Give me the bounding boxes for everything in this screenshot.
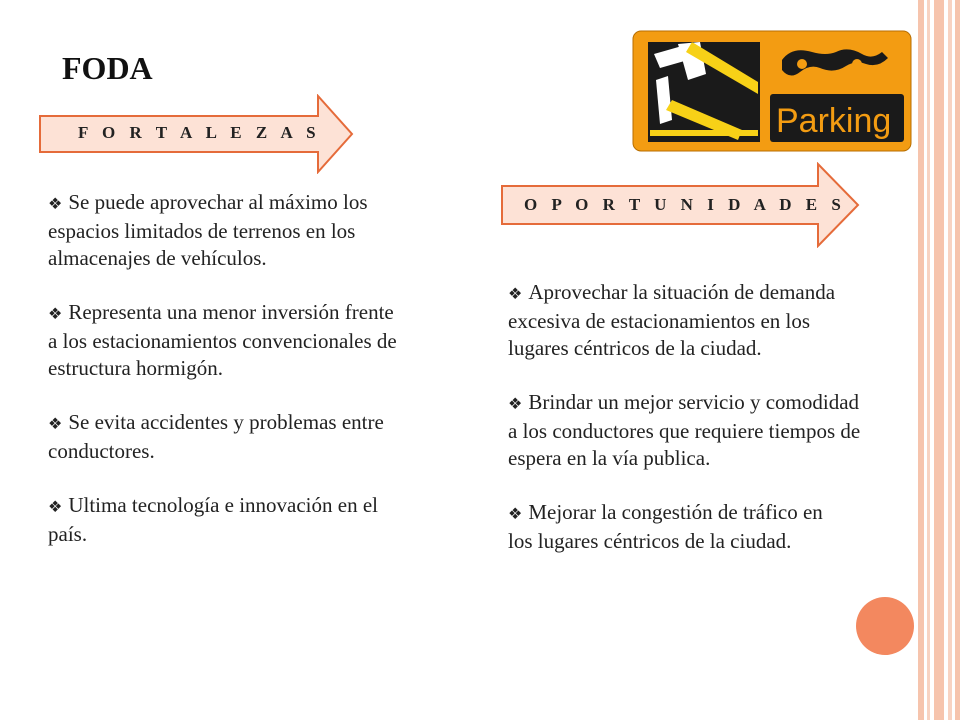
decorative-side-stripes bbox=[918, 0, 960, 720]
list-item: ❖ Brindar un mejor servicio y comodidad a los conductores que requiere tiempos de espera en la vía publica. bbox=[508, 390, 861, 470]
list-item: ❖ Representa una menor inversión frente a los estacionamientos convencionales de estructura hormigón. bbox=[48, 300, 397, 380]
list-item: ❖ Aprovechar la situación de demanda excesiva de estacionamientos en los lugares céntricos de la ciudad. bbox=[508, 280, 836, 360]
oportunidades-list bbox=[508, 279, 873, 582]
diamond-bullet-icon: ❖ bbox=[48, 499, 63, 516]
decorative-circle bbox=[856, 597, 914, 655]
oportunidades-label: O P O R T U N I D A D E S bbox=[524, 195, 846, 214]
list-item: ❖ Se evita accidentes y problemas entre conductores. bbox=[48, 410, 384, 463]
diamond-bullet-icon: ❖ bbox=[508, 506, 523, 523]
list-item: ❖ Ultima tecnología e innovación en el país. bbox=[48, 493, 378, 546]
diamond-bullet-icon: ❖ bbox=[48, 196, 63, 213]
diamond-bullet-icon: ❖ bbox=[508, 396, 523, 413]
page-title: FODA bbox=[62, 50, 153, 86]
parking-logo-text: Parking bbox=[776, 102, 892, 140]
fortalezas-label: F O R T A L E Z A S bbox=[78, 123, 321, 142]
diamond-bullet-icon: ❖ bbox=[508, 286, 523, 303]
diamond-bullet-icon: ❖ bbox=[48, 416, 63, 433]
diamond-bullet-icon: ❖ bbox=[48, 306, 63, 323]
list-item: ❖ Mejorar la congestión de tráfico en los lugares céntricos de la ciudad. bbox=[508, 500, 823, 553]
list-item: ❖ Se puede aprovechar al máximo los espacios limitados de terrenos en los almacenajes de vehículos. bbox=[48, 190, 368, 270]
parking-logo bbox=[632, 30, 912, 152]
fortalezas-list bbox=[48, 189, 398, 575]
